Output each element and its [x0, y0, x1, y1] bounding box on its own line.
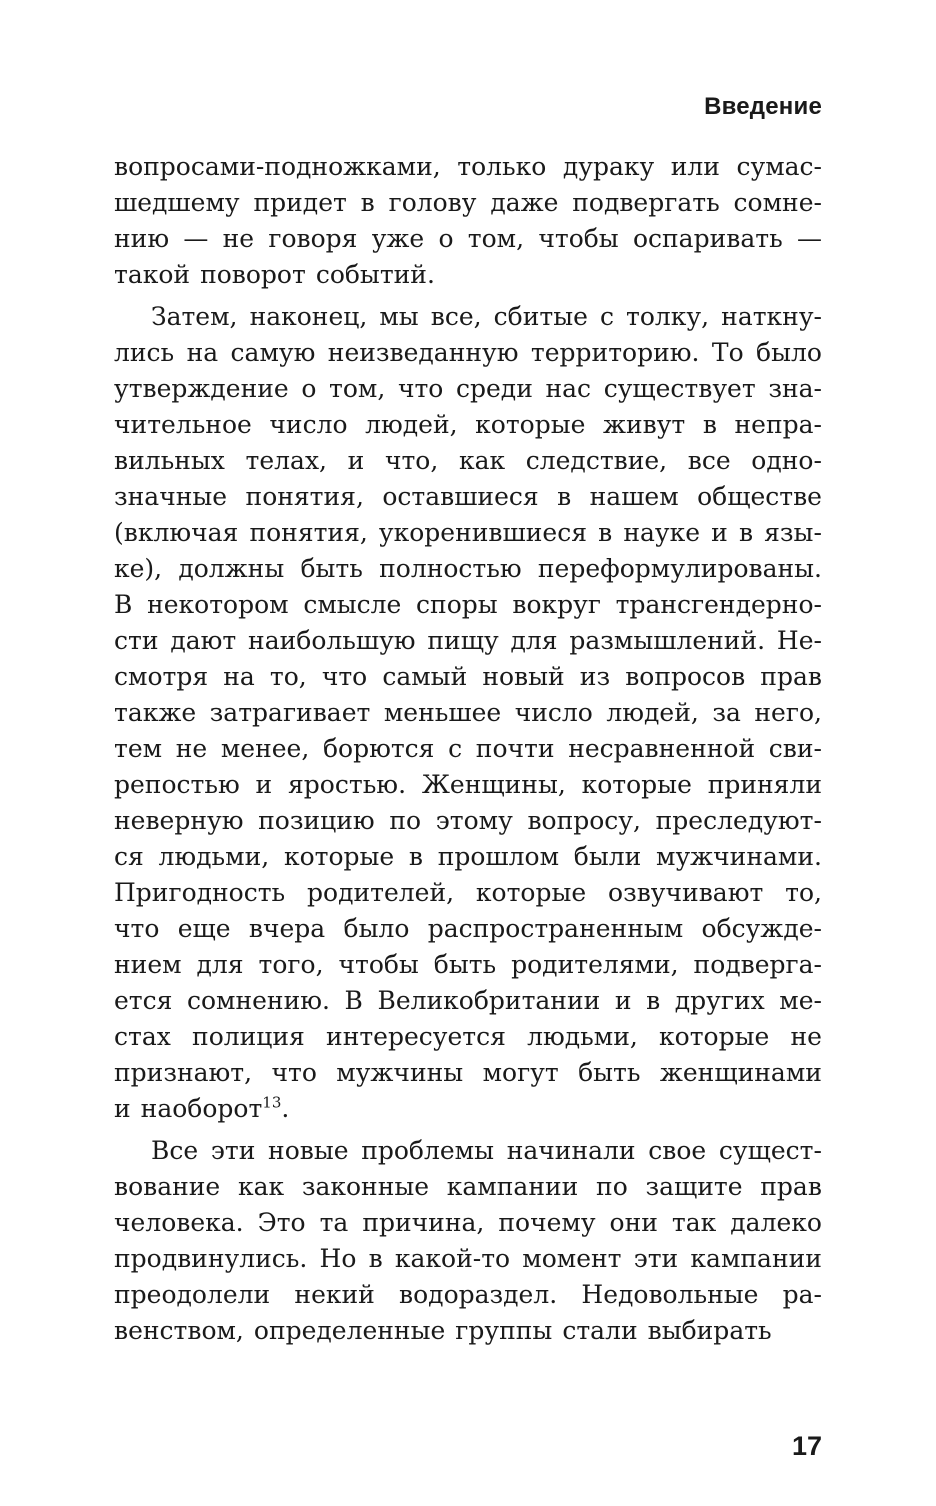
paragraph — [114, 1133, 822, 1349]
footnote-reference[interactable]: 13 — [262, 1093, 282, 1112]
text-line: человека. Это та причина, почему они так далеко — [114, 1208, 822, 1237]
text-line: В некотором смысле споры вокруг трансгендерно- — [114, 590, 822, 619]
text-line: вование как законные кампании по защите прав — [114, 1172, 822, 1201]
text-line: (включая понятия, укоренившиеся в науке и в язы- — [114, 518, 822, 547]
body-text — [114, 149, 822, 1349]
text-line: Пригодность родителей, которые озвучивают то, — [114, 878, 822, 907]
text-line: преодолели некий водораздел. Недовольные ра- — [114, 1280, 822, 1309]
text-line: ется сомнению. В Великобритании и в других ме- — [114, 986, 822, 1015]
text-line: продвинулись. Но в какой-то момент эти кампании — [114, 1244, 822, 1273]
text-line: что еще вчера было распространенным обсужде- — [114, 914, 822, 943]
page-number: 17 — [791, 1431, 822, 1461]
text-line: репостью и яростью. Женщины, которые приняли — [114, 770, 822, 799]
text-line: чительное число людей, которые живут в непра- — [114, 410, 822, 439]
paragraph — [114, 149, 822, 293]
text-line: Все эти новые проблемы начинали свое сущест- — [151, 1136, 822, 1165]
text-line: Затем, наконец, мы все, сбитые с толку, наткну- — [151, 302, 822, 331]
paragraph — [114, 299, 822, 1127]
text-line: вильных телах, и что, как следствие, все одно- — [114, 446, 822, 475]
text-line: сти дают наибольшую пищу для размышлений. Не- — [114, 626, 822, 655]
text-line: шедшему придет в голову даже подвергать сомне- — [114, 188, 822, 217]
text-line: неверную позицию по этому вопросу, преследуют- — [114, 806, 822, 835]
text-line: нием для того, чтобы быть родителями, подверга- — [114, 950, 822, 979]
text-line: и наоборот$^{13}$. — [114, 1093, 290, 1123]
text-line: тем не менее, борются с почти несравненной сви- — [114, 734, 822, 763]
text-line: утверждение о том, что среди нас существует зна- — [114, 374, 822, 403]
text-line: смотря на то, что самый новый из вопросов прав — [114, 662, 822, 691]
text-line: вопросами-подножками, только дураку или сумас- — [114, 152, 822, 181]
text-line: венством, определенные группы стали выбирать — [114, 1316, 772, 1345]
text-line: значные понятия, оставшиеся в нашем обществе — [114, 482, 822, 511]
text-line: ся людьми, которые в прошлом были мужчинами. — [114, 842, 822, 871]
text-line: такой поворот событий. — [114, 260, 435, 289]
text-line: признают, что мужчины могут быть женщинами — [114, 1058, 822, 1087]
text-line: стах полиция интересуется людьми, которые не — [114, 1022, 822, 1051]
text-line: нию — не говоря уже о том, чтобы оспаривать — — [114, 224, 822, 253]
running-head: Введение — [704, 93, 822, 120]
text-line: также затрагивает меньшее число людей, за него, — [114, 698, 822, 727]
text-line: ке), должны быть полностью переформулированы. — [114, 554, 822, 583]
text-line: лись на самую неизведанную территорию. То было — [114, 338, 822, 367]
